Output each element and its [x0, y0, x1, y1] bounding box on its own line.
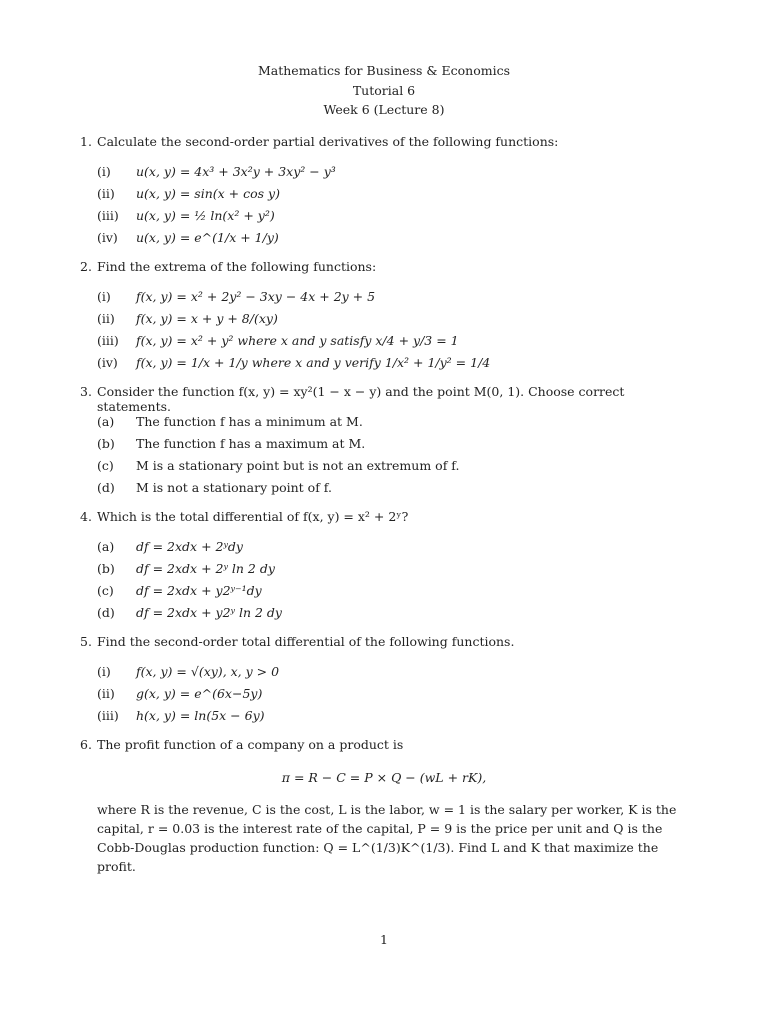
question-text: Calculate the second-order partial derivatives of the following functions:: [97, 134, 559, 149]
item-label: (a): [97, 414, 115, 429]
item-expression: df = 2xdx + 2ʸ ln 2 dy: [136, 561, 275, 576]
question-number: 3.: [80, 384, 92, 399]
item-expression: df = 2xdx + y2ʸ ln 2 dy: [136, 605, 282, 620]
item-expression: M is not a stationary point of f.: [136, 480, 332, 495]
item-expression: f(x, y) = x + y + 8/(xy): [136, 311, 278, 326]
question-paragraph: where R is the revenue, C is the cost, L is the labor, w = 1 is the salary per worker, K is the capital, r = 0.03 is the interest rate of the capital, P = 9 is the price per unit and Q is the Cobb-Douglas production function: Q = L^(1/3)K^(1/3). Find L and K that maximize the profit.: [97, 802, 677, 874]
item-label: (iii): [97, 708, 119, 723]
item-expression: df = 2xdx + 2ʸdy: [136, 539, 243, 554]
item-label: (ii): [97, 311, 115, 326]
item-expression: The function f has a minimum at M.: [136, 414, 363, 429]
question-number: 2.: [80, 259, 92, 274]
profit-equation: π = R − C = P × Q − (wL + rK),: [281, 770, 487, 785]
item-expression: g(x, y) = e^(6x−5y): [136, 686, 263, 701]
item-label: (b): [97, 436, 115, 451]
item-label: (b): [97, 561, 115, 576]
question-number: 5.: [80, 634, 92, 649]
item-label: (i): [97, 289, 111, 304]
question-text: Find the extrema of the following functions:: [97, 259, 377, 274]
item-label: (c): [97, 458, 114, 473]
question-text: Find the second-order total differential of the following functions.: [97, 634, 515, 649]
item-label: (i): [97, 664, 111, 679]
question-text: Which is the total differential of f(x, y) = x² + 2ʸ?: [97, 509, 409, 524]
item-label: (iv): [97, 230, 118, 245]
item-expression: The function f has a maximum at M.: [136, 436, 366, 451]
item-expression: f(x, y) = 1/x + 1/y where x and y verify 1/x² + 1/y² = 1/4: [136, 355, 491, 370]
item-expression: df = 2xdx + y2ʸ⁻¹dy: [136, 583, 262, 598]
item-expression: u(x, y) = ½ ln(x² + y²): [136, 208, 275, 223]
course-title: Mathematics for Business & Economics: [257, 63, 511, 78]
item-label: (a): [97, 539, 115, 554]
question-number: 4.: [80, 509, 92, 524]
tutorial-title: Tutorial 6: [352, 83, 416, 98]
item-expression: M is a stationary point but is not an extremum of f.: [136, 458, 460, 473]
item-expression: f(x, y) = √(xy), x, y > 0: [136, 664, 280, 679]
question-number: 6.: [80, 737, 92, 752]
item-label: (iii): [97, 208, 119, 223]
week-title: Week 6 (Lecture 8): [323, 102, 445, 117]
item-label: (d): [97, 605, 115, 620]
question-text: The profit function of a company on a product is: [97, 737, 404, 752]
item-expression: f(x, y) = x² + y² where x and y satisfy x/4 + y/3 = 1: [136, 333, 459, 348]
item-expression: u(x, y) = sin(x + cos y): [136, 186, 280, 201]
item-label: (i): [97, 164, 111, 179]
item-label: (ii): [97, 186, 115, 201]
item-label: (iii): [97, 333, 119, 348]
question-number: 1.: [80, 134, 92, 149]
item-label: (c): [97, 583, 114, 598]
page-number: 1: [380, 932, 388, 947]
question-text: Consider the function f(x, y) = xy²(1 − x − y) and the point M(0, 1). Choose correct statements.: [97, 384, 625, 414]
item-expression: u(x, y) = 4x³ + 3x²y + 3xy² − y³: [136, 164, 336, 179]
item-label: (d): [97, 480, 115, 495]
item-expression: f(x, y) = x² + 2y² − 3xy − 4x + 2y + 5: [136, 289, 376, 304]
item-label: (ii): [97, 686, 115, 701]
item-expression: h(x, y) = ln(5x − 6y): [136, 708, 265, 723]
item-label: (iv): [97, 355, 118, 370]
item-expression: u(x, y) = e^(1/x + 1/y): [136, 230, 279, 245]
